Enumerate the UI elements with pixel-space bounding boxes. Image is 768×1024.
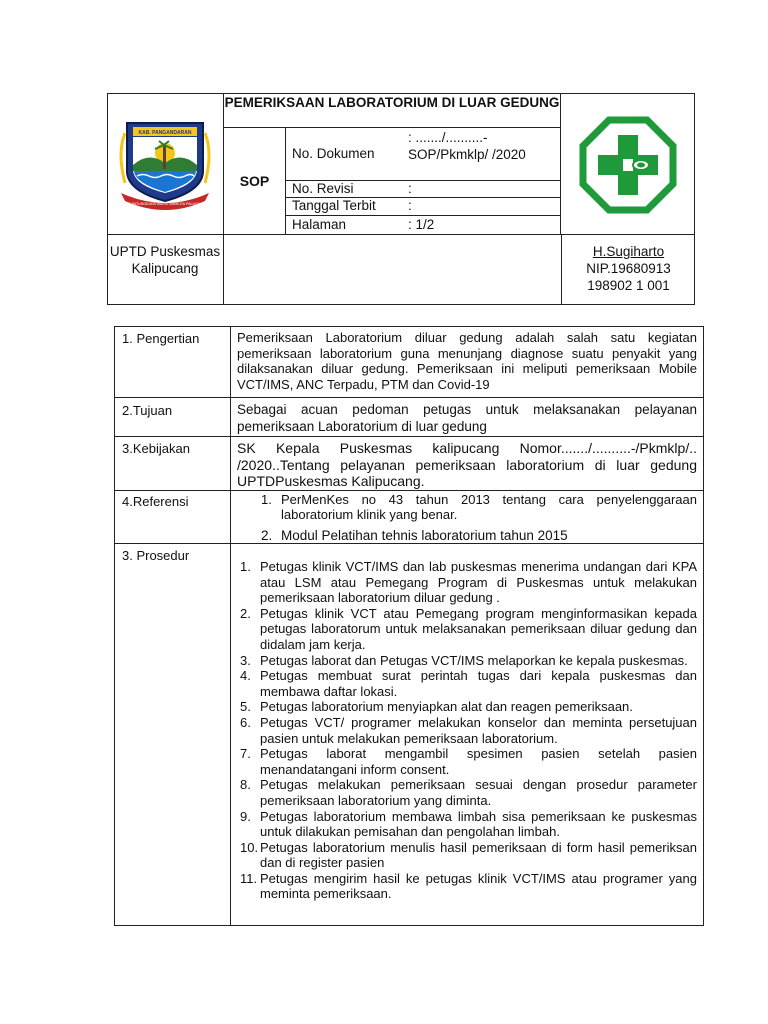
emblem-title-text: KAB. PANGANDARAN [138, 130, 192, 136]
halaman-row [286, 216, 561, 235]
halaman-value: : 1/2 [408, 217, 435, 232]
tujuan-label: 2.Tujuan [122, 403, 173, 418]
no-revisi-value: : [408, 181, 412, 196]
list-number: 1. [261, 492, 272, 507]
prosedur-label: 3. Prosedur [122, 548, 190, 563]
prosedur-step-text: Petugas VCT/ programer melakukan konselor dan meminta persetujuan pasien untuk melakukan pemeriksaan laboratorium. [260, 714, 697, 746]
list-number: 4. [240, 668, 251, 684]
pengertian-label: 1. Pengertian [122, 331, 200, 346]
list-number: 3. [240, 652, 251, 668]
kabupaten-pangandaran-emblem [107, 93, 224, 235]
signer-nip: NIP.19680913 198902 1 001 [586, 261, 671, 293]
referensi-item-text: Modul Pelatihan tehnis laboratorium tahun 2015 [281, 528, 568, 543]
list-number: 8. [240, 777, 251, 793]
signer-name: H.Sugiharto [592, 244, 665, 259]
prosedur-step-text: Petugas laboratorium menulis hasil pemeriksaan di form hasil pemeriksan dan di register pasien [260, 839, 697, 871]
list-number: 9. [240, 808, 251, 824]
kebijakan-label: 3.Kebijakan [122, 441, 190, 456]
list-number: 6. [240, 714, 251, 730]
prosedur-step-text: Petugas klinik VCT atau Pemegang program menginformasikan kepada petugas laboratorum untuk melaksanakan pemeriksaan diluar gedung dan didalam jam kerja. [260, 605, 697, 652]
puskesmas-cross-logo-icon [561, 93, 695, 235]
no-dokumen-value: : ......./..........-SOP/Pkmklp/ /2020 [408, 130, 526, 162]
prosedur-step [240, 715, 697, 746]
row-divider [114, 436, 704, 437]
list-number: 2. [261, 528, 273, 543]
referensi-list [237, 492, 697, 544]
prosedur-step [240, 699, 697, 715]
list-number: 1. [240, 559, 251, 574]
prosedur-step [240, 606, 697, 653]
kebijakan-text: SK Kepala Puskesmas kalipucang Nomor......./..........-/Pkmklp/.. /2020..Tentang pelayanan pemeriksaan laboratorium di luar gedung UPTDPuskesmas Kalipucang. [237, 440, 697, 489]
column-divider [230, 326, 231, 926]
tanggal-terbit-row [286, 198, 561, 216]
prosedur-step [240, 840, 697, 871]
prosedur-step [240, 559, 697, 606]
no-revisi-label: No. Revisi [292, 181, 354, 196]
prosedur-step [240, 871, 697, 902]
prosedur-step-text: Petugas laborat mengambil spesimen pasien setelah pasien menandatangani inform consent. [260, 746, 697, 777]
pengertian-text: Pemeriksaan Laboratorium diluar gedung adalah salah satu kegiatan pemeriksaan laboratorium guna menunjang diagnose suatu penyakit yang dilaksanakan diluar gedung. Pemeriksaan ini meliputi pemeriksaan Mobile VCT/IMS, ANC Terpadu, PTM dan Covid-19 [237, 330, 697, 393]
halaman-label: Halaman [292, 217, 347, 232]
prosedur-step [240, 746, 697, 777]
prosedur-list [240, 559, 697, 902]
referensi-item-text: PerMenKes no 43 tahun 2013 tentang cara penyelenggaraan laboratorium klinik yang benar. [281, 492, 697, 522]
list-number: 5. [240, 699, 251, 715]
list-number: 11. [240, 870, 258, 886]
tanggal-terbit-label: Tanggal Terbit [292, 198, 376, 213]
list-number: 7. [240, 746, 251, 762]
puskesmas-logo-cell [561, 93, 695, 235]
prosedur-step-text: Petugas laborat dan Petugas VCT/IMS melaporkan ke kepala puskesmas. [260, 652, 688, 668]
referensi-label: 4.Referensi [122, 494, 189, 509]
prosedur-step [240, 809, 697, 840]
list-number: 2. [240, 605, 251, 621]
no-dokumen-label: No. Dokumen [292, 146, 375, 161]
tanggal-terbit-value: : [408, 198, 412, 213]
prosedur-step [240, 653, 697, 669]
referensi-item [237, 528, 697, 544]
prosedur-step-text: Petugas mengirim hasil ke petugas klinik VCT/IMS atau programer yang meminta pemeriksaan. [260, 870, 697, 902]
document-title: PEMERIKSAAN LABORATORIUM DI LUAR GEDUNG [224, 93, 561, 128]
row-divider [114, 397, 704, 398]
regency-logo-cell [107, 93, 224, 235]
prosedur-step-text: Petugas melakukan pemeriksaan sesuai dengan prosedur parameter pemeriksaan laboratorium yang diminta. [260, 777, 697, 808]
prosedur-step [240, 777, 697, 808]
referensi-item [237, 492, 697, 522]
prosedur-step-text: Petugas klinik VCT/IMS dan lab puskesmas menerima undangan dari KPA atau LSM atau Pemegang Program di Puskesmas untuk melakukan pemeriksaan laboratorium diluar gedung . [260, 559, 697, 606]
prosedur-step [240, 668, 697, 699]
no-revisi-row [286, 181, 561, 198]
sop-label: SOP [224, 128, 286, 235]
row-divider [114, 490, 704, 491]
prosedur-step-text: Petugas membuat surat perintah tugas dari kepala puskesmas dan membawa daftar lokasi. [260, 668, 697, 699]
prosedur-step-text: Petugas laboratorium menyiapkan alat dan reagen pemeriksaan. [260, 699, 633, 715]
tujuan-text: Sebagai acuan pedoman petugas untuk melaksanakan pelayanan pemeriksaan Laboratorium di luar gedung [237, 402, 697, 434]
no-dokumen-row [286, 128, 561, 181]
signer-block [561, 235, 695, 305]
list-number: 10. [240, 839, 259, 855]
uptd-name: UPTD Puskesmas Kalipucang [107, 235, 224, 305]
emblem-motto-text: SIRNA PATUNGKARA WARIS WASKITA PALUGALANG [119, 202, 211, 206]
prosedur-step-text: Petugas laboratorium membawa limbah sisa pemeriksaan ke puskesmas untuk dilakukan pemisahan dan pengolahan limbah. [260, 808, 697, 840]
